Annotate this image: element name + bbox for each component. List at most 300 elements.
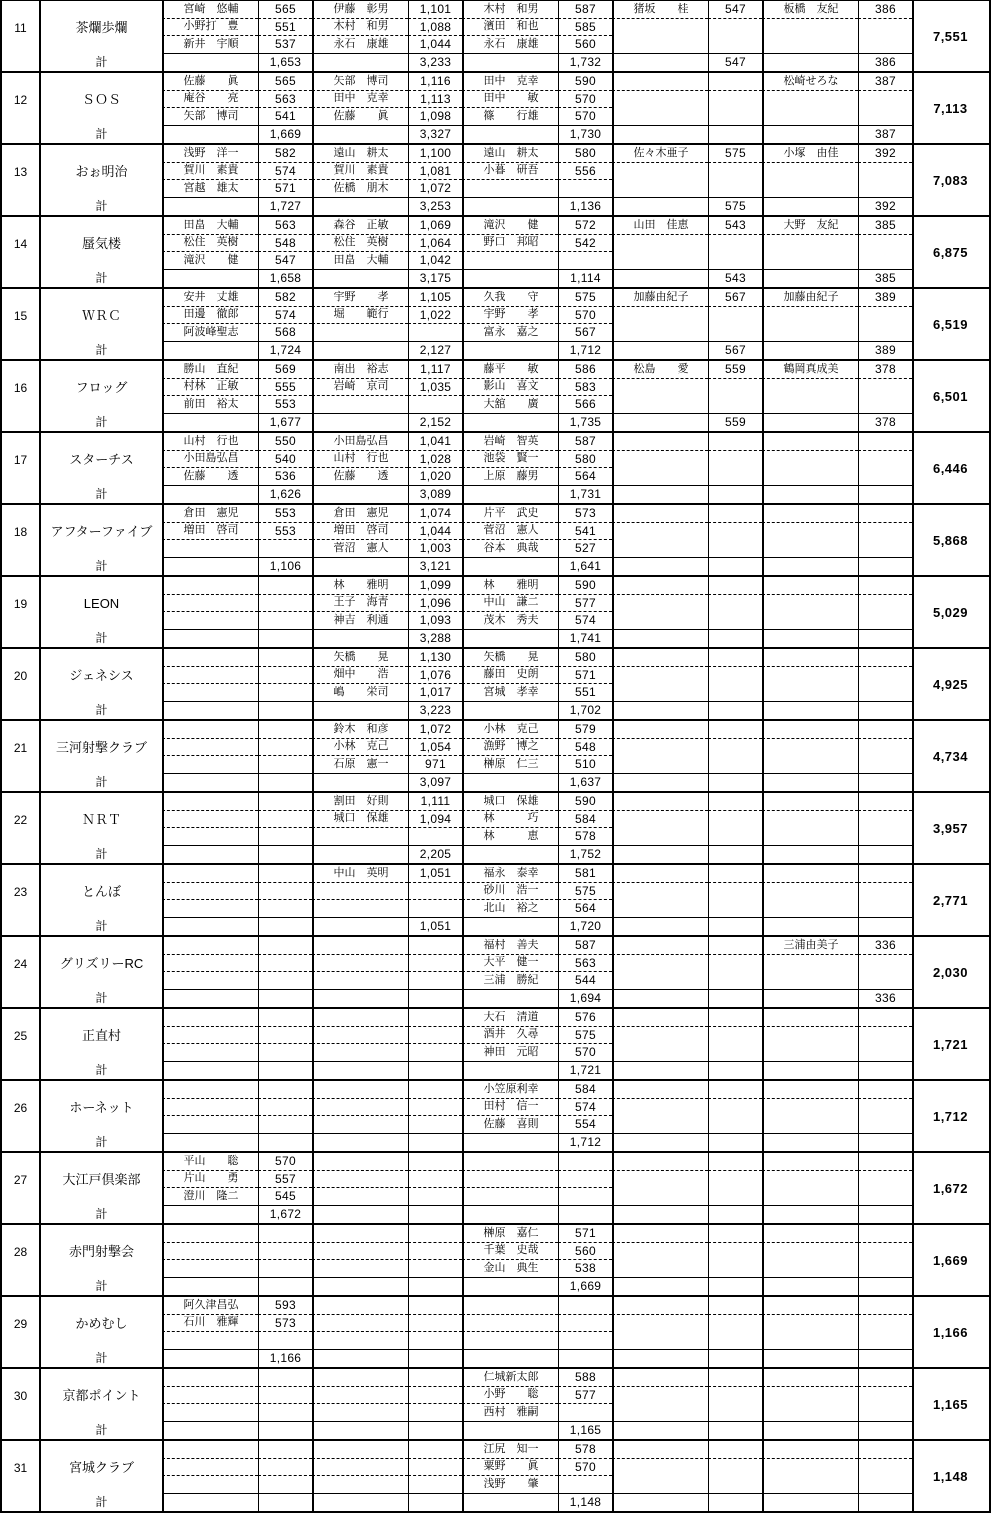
member-name-cell — [612, 756, 708, 774]
member-score-cell — [258, 1369, 312, 1387]
member-score-cell — [258, 1332, 312, 1350]
member-name-cell — [612, 1009, 708, 1027]
rank-cell: 21 — [13, 740, 28, 755]
member-score-cell: 548 — [558, 739, 612, 757]
member-name-cell — [612, 577, 708, 595]
rank-cell: 23 — [13, 884, 28, 899]
rank-cell: 17 — [13, 452, 28, 467]
member-score-cell: 541 — [258, 108, 312, 126]
member-name-cell — [762, 235, 858, 253]
member-name-cell — [612, 540, 708, 558]
member-name-cell — [612, 108, 708, 126]
member-score-cell — [708, 252, 762, 270]
member-score-cell: 564 — [558, 900, 612, 918]
member-score-cell — [708, 955, 762, 973]
member-name-cell: 粟野 眞 — [462, 1459, 558, 1477]
member-name-cell — [612, 1441, 708, 1459]
team-name: LEON — [83, 595, 120, 611]
member-name-cell: 野口 邦昭 — [462, 235, 558, 253]
member-score-cell — [708, 1153, 762, 1171]
subtotal-spacer-cell — [612, 414, 708, 432]
team-cell — [39, 1441, 162, 1511]
member-name-cell: 西村 雅嗣 — [462, 1404, 558, 1422]
subtotal-value-cell — [858, 1494, 912, 1512]
subtotal-value-cell: 1,677 — [258, 414, 312, 432]
member-score-cell: 336 — [858, 937, 912, 955]
member-name-cell — [762, 1387, 858, 1405]
member-name-cell: 宮越 雄太 — [162, 180, 258, 198]
subtotal-value-cell — [408, 1494, 462, 1512]
member-name-cell: 田村 信一 — [462, 1099, 558, 1117]
member-score-cell: 385 — [858, 217, 912, 235]
team-cell — [39, 721, 162, 791]
team-block — [2, 145, 989, 217]
member-score-cell — [858, 1153, 912, 1171]
member-name-cell — [162, 577, 258, 595]
subtotal-spacer-cell — [312, 1206, 408, 1224]
member-name-cell — [762, 180, 858, 198]
subtotal-value-cell: 1,166 — [258, 1350, 312, 1368]
member-score-cell: 565 — [258, 1, 312, 19]
member-name-cell: 割田 好則 — [312, 793, 408, 811]
member-name-cell: 遠山 耕太 — [462, 145, 558, 163]
subtotal-value-cell: 559 — [708, 414, 762, 432]
member-name-cell — [162, 739, 258, 757]
subtotal-value-cell: 3,253 — [408, 198, 462, 216]
subtotal-label: 計 — [95, 127, 108, 142]
member-score-cell — [258, 793, 312, 811]
member-score-cell — [858, 1081, 912, 1099]
team-cell — [39, 793, 162, 863]
member-score-cell: 565 — [258, 73, 312, 91]
member-name-cell: 田中 克幸 — [312, 91, 408, 109]
member-score-cell: 1,044 — [408, 36, 462, 54]
member-score-cell — [858, 108, 912, 126]
member-score-cell: 1,116 — [408, 73, 462, 91]
subtotal-value-cell: 392 — [858, 198, 912, 216]
member-name-cell: 宮城 孝幸 — [462, 684, 558, 702]
subtotal-value-cell — [258, 1278, 312, 1296]
member-name-cell: 矢部 博司 — [162, 108, 258, 126]
subtotal-value-cell — [258, 918, 312, 936]
member-score-cell — [858, 1315, 912, 1333]
subtotal-spacer-cell — [162, 1062, 258, 1080]
member-score-cell: 542 — [558, 235, 612, 253]
member-name-cell — [312, 1171, 408, 1189]
subtotal-spacer-cell — [462, 414, 558, 432]
member-name-cell — [162, 721, 258, 739]
member-score-cell — [708, 1044, 762, 1062]
member-name-cell: 千葉 史哉 — [462, 1243, 558, 1261]
team-total-cell: 1,166 — [912, 1297, 987, 1367]
subtotal-value-cell: 1,712 — [558, 1134, 612, 1152]
team-cell — [39, 577, 162, 647]
member-score-cell: 389 — [858, 289, 912, 307]
member-score-cell — [408, 324, 462, 342]
member-name-cell: 福村 善夫 — [462, 937, 558, 955]
member-score-cell: 551 — [258, 19, 312, 37]
member-score-cell: 576 — [558, 1009, 612, 1027]
subtotal-spacer-cell — [462, 1422, 558, 1440]
member-score-cell — [408, 937, 462, 955]
team-total-cell: 7,113 — [912, 73, 987, 143]
member-name-cell: 林 雅明 — [312, 577, 408, 595]
member-score-cell — [408, 883, 462, 901]
team-total-cell: 1,669 — [912, 1225, 987, 1295]
subtotal-spacer-cell — [162, 1278, 258, 1296]
member-name-cell — [612, 937, 708, 955]
member-score-cell: 1,028 — [408, 451, 462, 469]
subtotal-value-cell — [858, 702, 912, 720]
subtotal-value-cell — [858, 1206, 912, 1224]
member-score-cell — [708, 307, 762, 325]
subtotal-value-cell: 1,165 — [558, 1422, 612, 1440]
member-score-cell — [258, 684, 312, 702]
member-name-cell — [312, 1009, 408, 1027]
member-name-cell — [762, 505, 858, 523]
member-name-cell — [462, 1332, 558, 1350]
team-total-cell: 4,734 — [912, 721, 987, 791]
member-score-cell — [708, 1188, 762, 1206]
member-name-cell — [612, 739, 708, 757]
team-cell — [39, 361, 162, 431]
member-name-cell — [762, 1116, 858, 1134]
subtotal-value-cell: 1,752 — [558, 846, 612, 864]
subtotal-value-cell: 1,658 — [258, 270, 312, 288]
member-name-cell — [612, 1153, 708, 1171]
subtotal-value-cell: 1,730 — [558, 126, 612, 144]
member-score-cell — [858, 19, 912, 37]
member-name-cell: 久我 守 — [462, 289, 558, 307]
member-name-cell — [612, 252, 708, 270]
member-score-cell — [858, 163, 912, 181]
member-score-cell — [858, 667, 912, 685]
member-score-cell: 538 — [558, 1260, 612, 1278]
member-score-cell: 574 — [258, 163, 312, 181]
subtotal-value-cell: 1,148 — [558, 1494, 612, 1512]
subtotal-spacer-cell — [762, 774, 858, 792]
member-name-cell — [612, 1027, 708, 1045]
member-name-cell: 松住 英樹 — [162, 235, 258, 253]
subtotal-label: 計 — [95, 343, 108, 358]
member-name-cell: 池袋 賢一 — [462, 451, 558, 469]
member-score-cell — [858, 91, 912, 109]
member-score-cell — [408, 1044, 462, 1062]
member-score-cell — [708, 1459, 762, 1477]
rank-cell: 13 — [13, 164, 28, 179]
member-score-cell: 571 — [558, 667, 612, 685]
subtotal-value-cell — [708, 630, 762, 648]
member-score-cell — [708, 1027, 762, 1045]
subtotal-value-cell: 1,727 — [258, 198, 312, 216]
member-score-cell: 553 — [258, 505, 312, 523]
member-name-cell: 三浦 勝紀 — [462, 972, 558, 990]
member-score-cell: 566 — [558, 396, 612, 414]
subtotal-value-cell — [708, 918, 762, 936]
subtotal-spacer-cell — [762, 486, 858, 504]
member-name-cell: 矢橋 晃 — [312, 649, 408, 667]
member-name-cell: 菅沼 憲人 — [462, 523, 558, 541]
member-name-cell — [762, 667, 858, 685]
subtotal-spacer-cell — [762, 342, 858, 360]
member-score-cell: 527 — [558, 540, 612, 558]
subtotal-spacer-cell — [762, 126, 858, 144]
subtotal-value-cell: 389 — [858, 342, 912, 360]
member-score-cell: 584 — [558, 1081, 612, 1099]
member-score-cell — [258, 721, 312, 739]
member-name-cell — [312, 396, 408, 414]
member-name-cell — [762, 828, 858, 846]
member-name-cell — [162, 1099, 258, 1117]
member-score-cell: 593 — [258, 1297, 312, 1315]
team-block — [2, 1081, 989, 1153]
member-score-cell: 568 — [258, 324, 312, 342]
team-name: おぉ明治 — [75, 163, 128, 179]
member-name-cell: 篠 行雄 — [462, 108, 558, 126]
member-name-cell — [762, 1476, 858, 1494]
member-score-cell: 584 — [558, 811, 612, 829]
subtotal-spacer-cell — [312, 54, 408, 72]
subtotal-spacer-cell — [162, 126, 258, 144]
subtotal-spacer-cell — [462, 918, 558, 936]
member-score-cell: 392 — [858, 145, 912, 163]
member-name-cell: 城口 保雄 — [312, 811, 408, 829]
member-name-cell — [612, 1081, 708, 1099]
subtotal-label: 計 — [95, 55, 108, 70]
team-total-cell: 7,551 — [912, 1, 987, 71]
subtotal-value-cell — [708, 1134, 762, 1152]
member-score-cell — [258, 972, 312, 990]
rank-cell: 25 — [13, 1028, 28, 1043]
member-name-cell: 佐藤 眞 — [312, 108, 408, 126]
member-score-cell — [258, 1441, 312, 1459]
subtotal-label: 計 — [95, 1423, 108, 1438]
team-total-cell: 4,925 — [912, 649, 987, 719]
member-score-cell: 1,072 — [408, 180, 462, 198]
member-name-cell: 伊藤 彰男 — [312, 1, 408, 19]
subtotal-value-cell — [258, 630, 312, 648]
subtotal-label: 計 — [95, 1279, 108, 1294]
member-score-cell — [708, 523, 762, 541]
subtotal-value-cell: 3,327 — [408, 126, 462, 144]
member-score-cell — [258, 811, 312, 829]
subtotal-value-cell — [708, 486, 762, 504]
team-total-cell: 6,875 — [912, 217, 987, 287]
member-score-cell — [858, 540, 912, 558]
team-name: ＷＲＣ — [81, 307, 121, 323]
subtotal-value-cell: 1,735 — [558, 414, 612, 432]
subtotal-spacer-cell — [162, 1422, 258, 1440]
subtotal-label: 計 — [95, 847, 108, 862]
member-name-cell — [612, 1044, 708, 1062]
member-name-cell — [612, 1404, 708, 1422]
member-score-cell: 587 — [558, 1, 612, 19]
member-score-cell: 1,022 — [408, 307, 462, 325]
team-cell — [39, 217, 162, 287]
member-score-cell — [708, 433, 762, 451]
member-name-cell: 林 雅明 — [462, 577, 558, 595]
team-block — [2, 1153, 989, 1225]
subtotal-spacer-cell — [612, 630, 708, 648]
member-name-cell — [312, 955, 408, 973]
member-score-cell — [858, 1116, 912, 1134]
subtotal-spacer-cell — [462, 702, 558, 720]
member-score-cell — [258, 955, 312, 973]
member-name-cell — [612, 505, 708, 523]
member-name-cell — [762, 595, 858, 613]
subtotal-spacer-cell — [162, 558, 258, 576]
subtotal-value-cell: 1,114 — [558, 270, 612, 288]
subtotal-spacer-cell — [162, 1134, 258, 1152]
member-score-cell: 563 — [558, 955, 612, 973]
subtotal-spacer-cell — [162, 990, 258, 1008]
member-score-cell — [558, 1315, 612, 1333]
member-name-cell: 鶴岡真成美 — [762, 361, 858, 379]
member-score-cell: 581 — [558, 865, 612, 883]
subtotal-label: 計 — [95, 559, 108, 574]
subtotal-spacer-cell — [462, 198, 558, 216]
member-score-cell — [858, 1387, 912, 1405]
member-score-cell — [708, 1171, 762, 1189]
subtotal-spacer-cell — [762, 1134, 858, 1152]
member-score-cell: 1,035 — [408, 379, 462, 397]
subtotal-spacer-cell — [312, 486, 408, 504]
subtotal-value-cell: 1,051 — [408, 918, 462, 936]
member-score-cell — [708, 91, 762, 109]
subtotal-spacer-cell — [462, 630, 558, 648]
subtotal-spacer-cell — [762, 1422, 858, 1440]
member-name-cell — [462, 1315, 558, 1333]
member-score-cell — [258, 865, 312, 883]
member-name-cell: 村林 正敏 — [162, 379, 258, 397]
member-score-cell: 551 — [558, 684, 612, 702]
team-name: 赤門射撃会 — [68, 1243, 134, 1259]
member-score-cell — [858, 793, 912, 811]
member-score-cell: 1,076 — [408, 667, 462, 685]
rank-cell: 24 — [13, 956, 28, 971]
member-name-cell: 榊原 仁三 — [462, 756, 558, 774]
member-score-cell — [858, 451, 912, 469]
subtotal-value-cell: 2,152 — [408, 414, 462, 432]
team-block — [2, 1225, 989, 1297]
subtotal-value-cell: 2,205 — [408, 846, 462, 864]
subtotal-value-cell: 1,669 — [258, 126, 312, 144]
subtotal-spacer-cell — [162, 918, 258, 936]
member-name-cell: 小笠原利幸 — [462, 1081, 558, 1099]
member-name-cell: 森谷 正敏 — [312, 217, 408, 235]
subtotal-value-cell — [708, 1494, 762, 1512]
member-name-cell: 松住 英樹 — [312, 235, 408, 253]
member-score-cell — [858, 955, 912, 973]
member-name-cell — [612, 163, 708, 181]
member-score-cell — [708, 540, 762, 558]
member-name-cell: 谷本 典哉 — [462, 540, 558, 558]
member-score-cell — [258, 739, 312, 757]
subtotal-value-cell: 575 — [708, 198, 762, 216]
member-name-cell — [312, 1441, 408, 1459]
member-name-cell: 南出 裕志 — [312, 361, 408, 379]
member-score-cell — [258, 937, 312, 955]
subtotal-value-cell — [408, 1422, 462, 1440]
member-score-cell — [858, 900, 912, 918]
member-score-cell: 536 — [258, 468, 312, 486]
subtotal-spacer-cell — [462, 558, 558, 576]
subtotal-value-cell — [258, 1062, 312, 1080]
subtotal-value-cell — [258, 702, 312, 720]
team-name: 三河射撃クラブ — [55, 739, 147, 755]
subtotal-spacer-cell — [312, 1278, 408, 1296]
member-name-cell — [762, 1027, 858, 1045]
member-name-cell — [312, 1099, 408, 1117]
member-name-cell: 小田島弘昌 — [312, 433, 408, 451]
member-name-cell: 小野打 豊 — [162, 19, 258, 37]
member-score-cell — [858, 1404, 912, 1422]
member-score-cell: 971 — [408, 756, 462, 774]
member-score-cell: 587 — [558, 433, 612, 451]
member-score-cell: 1,017 — [408, 684, 462, 702]
subtotal-value-cell — [708, 1206, 762, 1224]
subtotal-spacer-cell — [312, 198, 408, 216]
member-name-cell — [312, 883, 408, 901]
member-name-cell — [312, 900, 408, 918]
member-name-cell: 小暮 研吾 — [462, 163, 558, 181]
member-name-cell — [762, 1332, 858, 1350]
subtotal-spacer-cell — [312, 1494, 408, 1512]
subtotal-spacer-cell — [462, 846, 558, 864]
member-name-cell — [762, 649, 858, 667]
member-name-cell: 神吉 利通 — [312, 612, 408, 630]
member-name-cell — [762, 955, 858, 973]
member-name-cell: 上原 藤男 — [462, 468, 558, 486]
team-name: アフターファイブ — [50, 523, 153, 539]
member-name-cell: 山村 行也 — [312, 451, 408, 469]
member-score-cell: 1,003 — [408, 540, 462, 558]
team-total-cell: 7,083 — [912, 145, 987, 215]
member-score-cell: 570 — [558, 1044, 612, 1062]
member-score-cell — [708, 900, 762, 918]
team-cell — [39, 1225, 162, 1295]
subtotal-value-cell: 1,637 — [558, 774, 612, 792]
member-score-cell: 1,088 — [408, 19, 462, 37]
subtotal-spacer-cell — [762, 270, 858, 288]
member-name-cell — [162, 1009, 258, 1027]
team-name: ジェネシス — [69, 667, 134, 683]
member-name-cell — [312, 1116, 408, 1134]
subtotal-label: 計 — [95, 271, 108, 286]
member-name-cell: 石川 雅輝 — [162, 1315, 258, 1333]
subtotal-value-cell: 2,127 — [408, 342, 462, 360]
team-name: ホーネット — [69, 1099, 134, 1115]
subtotal-spacer-cell — [162, 1350, 258, 1368]
subtotal-spacer-cell — [762, 702, 858, 720]
member-score-cell — [258, 1081, 312, 1099]
member-name-cell — [462, 1171, 558, 1189]
team-name: 蜃気楼 — [81, 235, 121, 251]
team-block — [2, 1009, 989, 1081]
team-name: 京都ポイント — [62, 1387, 141, 1403]
subtotal-label: 計 — [95, 487, 108, 502]
member-name-cell — [612, 1243, 708, 1261]
subtotal-value-cell — [408, 1062, 462, 1080]
member-name-cell — [762, 1243, 858, 1261]
subtotal-value-cell: 1,626 — [258, 486, 312, 504]
subtotal-value-cell: 3,223 — [408, 702, 462, 720]
member-name-cell: 木村 和男 — [312, 19, 408, 37]
member-name-cell: 矢橋 晃 — [462, 649, 558, 667]
member-score-cell: 574 — [558, 1099, 612, 1117]
member-name-cell: 滝沢 健 — [462, 217, 558, 235]
member-score-cell — [708, 811, 762, 829]
